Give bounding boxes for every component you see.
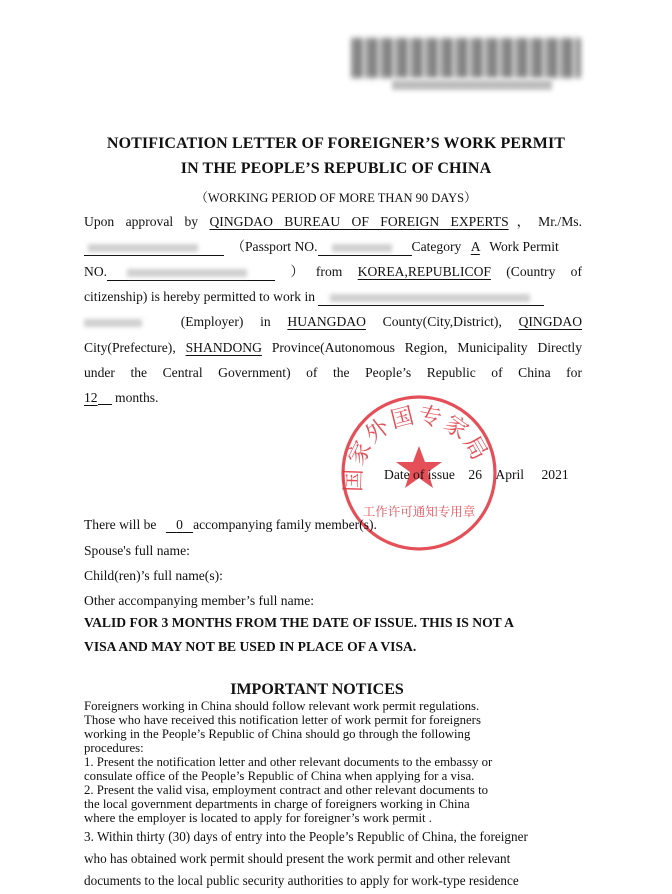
notice-item3-line: 3. Within thirty (30) days of entry into the People’s Republic of China, the foreigner <box>84 829 528 844</box>
employer-continued-redacted <box>84 319 142 327</box>
document-subtitle: （WORKING PERIOD OF MORE THAN 90 DAYS） <box>195 191 477 205</box>
barcode-number-redacted <box>392 80 552 90</box>
document-title-line2: IN THE PEOPLE’S REPUBLIC OF CHINA <box>180 160 492 177</box>
issue-day: 26 <box>468 467 482 482</box>
passport-field <box>318 241 412 256</box>
body-line-6: City(Prefecture), SHANDONG Province(Autonomous Region, Municipality Directly <box>84 340 583 355</box>
validity-notice-1: VALID FOR 3 MONTHS FROM THE DATE OF ISSUE. THIS IS NOT A <box>84 615 514 630</box>
province-field: SHANDONG <box>185 340 262 355</box>
city-field: QINGDAO <box>518 314 583 329</box>
notice-line: the local government departments in charge of foreigners working in China <box>84 797 470 811</box>
notice-line: procedures: <box>84 741 144 755</box>
other-members-line: Other accompanying member’s full name: <box>84 593 315 608</box>
permit-number-field <box>107 266 275 281</box>
notice-line: 1. Present the notification letter and other relevant documents to the embassy or <box>84 755 493 769</box>
notice-item3-line: documents to the local public security authorities to apply for work-type residence <box>84 873 519 888</box>
category-field: A <box>470 239 480 254</box>
body-line-5: (Employer) in HUANGDAO County(City,District), QINGDAO <box>84 313 582 331</box>
stamp-subtext: 工作许可通知专用章 <box>362 504 476 519</box>
issue-month: April <box>495 467 525 482</box>
notice-line: where the employer is located to apply for foreigner’s work permit . <box>84 811 433 825</box>
passport-redacted <box>332 244 392 252</box>
employer-field <box>318 291 544 306</box>
notice-line: Foreigners working in China should follow relevant work permit regulations. <box>84 699 480 713</box>
issue-date-line: Date of issue 26 April 2021 <box>384 467 569 482</box>
notice-line: Those who have received this notification letter of work permit for foreigners <box>84 713 481 727</box>
spouse-line: Spouse's full name: <box>84 543 190 558</box>
issuer-field: QINGDAO BUREAU OF FOREIGN EXPERTS <box>209 214 509 229</box>
months-field: 12 <box>84 390 98 405</box>
notice-line: consulate office of the People’s Republic of China when applying for a visa. <box>84 769 475 783</box>
family-line: There will be 0 accompanying family member(s). <box>84 517 377 532</box>
name-redacted <box>88 244 198 252</box>
employer-redacted <box>330 294 530 302</box>
barcode-image <box>352 38 580 78</box>
issue-year: 2021 <box>541 467 569 482</box>
notice-item3-line: who has obtained work permit should present the work permit and other relevant <box>84 851 511 866</box>
county-field: HUANGDAO <box>287 314 366 329</box>
permit-number-redacted <box>127 269 247 277</box>
body-line-3: NO. ）from KOREA,REPUBLICOF (Country of <box>84 264 583 279</box>
children-line: Child(ren)’s full name(s): <box>84 568 223 583</box>
body-line-7: under the Central Government) of the People’s Republic of China for <box>84 365 582 380</box>
validity-notice-2: VISA AND MAY NOT BE USED IN PLACE OF A VISA. <box>84 639 417 654</box>
name-field <box>84 241 224 256</box>
body-line-2: （Passport NO. Category A Work Permit <box>84 238 582 256</box>
notice-line: 2. Present the valid visa, employment contract and other relevant documents to <box>84 783 489 797</box>
country-field: KOREA,REPUBLICOF <box>357 264 491 279</box>
body-line-1: Upon approval by QINGDAO BUREAU OF FOREIGN EXPERTS，Mr./Ms. <box>84 214 582 229</box>
important-notices-title: IMPORTANT NOTICES <box>230 681 404 698</box>
document-title-line1: NOTIFICATION LETTER OF FOREIGNER’S WORK PERMIT <box>106 135 566 152</box>
stamp-text: 国家外国专家局 <box>340 402 493 493</box>
employer-continued <box>84 316 164 330</box>
family-count: 0 <box>176 517 183 532</box>
notice-line: working in the People’s Republic of China should go through the following <box>84 727 471 741</box>
body-line-4: citizenship) is hereby permitted to work in <box>84 288 582 306</box>
body-line-8: 12 months. <box>84 390 159 405</box>
